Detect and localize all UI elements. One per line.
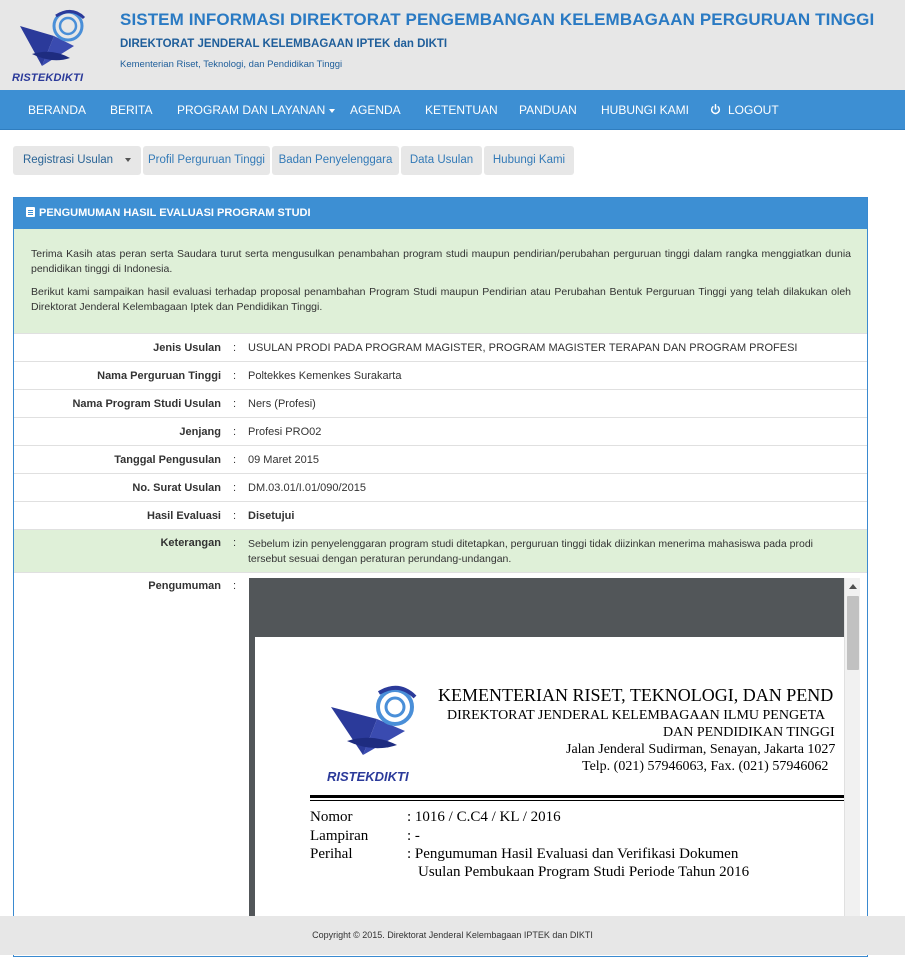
detail-label: Nama Perguruan Tinggi <box>97 370 221 382</box>
detail-value: DM.03.01/I.01/090/2015 <box>248 482 367 494</box>
detail-colon: : <box>233 398 237 410</box>
site-footer: Copyright © 2015. Direktorat Jenderal Kelembagaan IPTEK dan DIKTI <box>0 916 905 955</box>
letter-phone: Telp. (021) 57946063, Fax. (021) 57946062 <box>582 759 829 774</box>
detail-label: Hasil Evaluasi <box>147 510 221 522</box>
letter-directorate: DIREKTORAT JENDERAL KELEMBAGAAN ILMU PENGETA <box>447 708 826 723</box>
tab-profil-perguruan-tinggi[interactable]: Profil Perguruan Tinggi <box>143 146 270 175</box>
nav-program-dan-layanan[interactable] <box>177 90 335 130</box>
ristekdikti-logo[interactable] <box>12 8 92 84</box>
evaluation-result: Disetujui <box>248 510 295 522</box>
letter-directorate-2: DAN PENDIDIKAN TINGGI <box>663 725 835 740</box>
detail-label: Keterangan <box>160 537 221 549</box>
letter-lampiran-value: : - <box>407 828 420 844</box>
detail-label: Pengumuman <box>148 580 221 592</box>
site-header <box>0 0 905 90</box>
letter-page <box>255 637 855 918</box>
nav-agenda[interactable]: AGENDA <box>350 103 401 117</box>
site-title: SISTEM INFORMASI DIREKTORAT PENGEMBANGAN KELEMBAGAAN PERGURUAN TINGGI <box>120 10 875 29</box>
tab-hubungi-kami[interactable]: Hubungi Kami <box>484 146 574 175</box>
detail-row-jenis-usulan <box>14 333 867 361</box>
ristekdikti-logo-icon <box>12 8 92 74</box>
nav-logout[interactable] <box>710 90 779 130</box>
detail-row-nama-perguruan-tinggi <box>14 361 867 389</box>
viewer-scrollbar[interactable] <box>844 578 860 918</box>
detail-label: No. Surat Usulan <box>132 482 221 494</box>
nav-program-dan-layanan-label: PROGRAM DAN LAYANAN <box>177 103 326 117</box>
tab-registrasi-usulan[interactable] <box>13 146 141 175</box>
detail-row-nama-program-studi <box>14 389 867 417</box>
main-navbar <box>0 90 905 130</box>
letter-address: Jalan Jenderal Sudirman, Senayan, Jakarta 1027 <box>566 742 836 757</box>
letter-divider-thin <box>310 800 855 801</box>
detail-value: USULAN PRODI PADA PROGRAM MAGISTER, PROGRAM MAGISTER TERAPAN DAN PROGRAM PROFESI <box>248 342 798 354</box>
detail-label: Tanggal Pengusulan <box>114 454 221 466</box>
scroll-thumb[interactable] <box>847 596 859 670</box>
detail-row-tanggal-pengusulan <box>14 445 867 473</box>
detail-label: Nama Program Studi Usulan <box>72 398 221 410</box>
letter-perihal-value: : Pengumuman Hasil Evaluasi dan Verifikasi Dokumen <box>407 846 739 862</box>
announcement-panel <box>13 197 868 957</box>
detail-colon: : <box>233 426 237 438</box>
nav-berita[interactable]: BERITA <box>110 103 153 117</box>
ristekdikti-logo-icon <box>325 685 425 757</box>
detail-colon: : <box>233 454 237 466</box>
detail-value: Ners (Profesi) <box>248 398 316 410</box>
logo-text: RISTEKDIKTI <box>12 72 84 84</box>
letter-perihal-label: Perihal <box>310 846 353 862</box>
detail-value: 09 Maret 2015 <box>248 454 319 466</box>
nav-hubungi-kami[interactable]: HUBUNGI KAMI <box>601 103 690 117</box>
detail-colon: : <box>233 510 237 522</box>
detail-label: Jenjang <box>179 426 221 438</box>
letter-nomor-value: : 1016 / C.C4 / KL / 2016 <box>407 809 561 825</box>
tab-badan-penyelenggara[interactable]: Badan Penyelenggara <box>272 146 399 175</box>
tab-data-usulan[interactable]: Data Usulan <box>401 146 482 175</box>
detail-colon: : <box>233 580 237 592</box>
detail-row-hasil-evaluasi <box>14 501 867 529</box>
caret-down-icon <box>125 158 131 162</box>
letter-nomor-label: Nomor <box>310 809 353 825</box>
detail-colon: : <box>233 482 237 494</box>
panel-heading-text: PENGUMUMAN HASIL EVALUASI PROGRAM STUDI <box>39 207 311 219</box>
pdf-viewer[interactable] <box>249 578 860 918</box>
document-icon <box>26 207 35 217</box>
detail-value: Sebelum izin penyelenggaran program studi ditetapkan, perguruan tinggi tidak diizinkan menerima mahasiswa pada prodi tersebut sesuai dengan peraturan perundang-undangan. <box>248 538 814 565</box>
detail-value: Poltekkes Kemenkes Surakarta <box>248 370 402 382</box>
intro-paragraph-1: Terima Kasih atas peran serta Saudara turut serta mengusulkan penambahan program studi maupun pendirian/perubahan perguruan tinggi dalam rangka menggiatkan dunia pendidikan tinggi di Indonesia. <box>31 248 851 275</box>
detail-row-no-surat-usulan <box>14 473 867 501</box>
power-icon <box>710 104 721 115</box>
intro-paragraph-2: Berikut kami sampaikan hasil evaluasi terhadap proposal penambahan Program Studi maupun Pendirian atau Perubahan Bentuk Perguruan Tinggi yang telah dilakukan oleh Direktorat Jenderal Kelembagaan Iptek dan Pendidikan Tinggi. <box>31 286 851 313</box>
detail-colon: : <box>233 370 237 382</box>
site-subtitle: DIREKTORAT JENDERAL KELEMBAGAAN IPTEK dan DIKTI <box>120 38 448 50</box>
letter-perihal-value-2: Usulan Pembukaan Program Studi Periode Tahun 2016 <box>418 864 750 880</box>
intro-message <box>14 229 867 333</box>
scroll-up-arrow-icon[interactable] <box>849 584 857 589</box>
letter-logo-text: RISTEKDIKTI <box>327 769 409 784</box>
nav-ketentuan[interactable]: KETENTUAN <box>425 103 498 117</box>
nav-beranda[interactable]: BERANDA <box>28 103 87 117</box>
logout-label: LOGOUT <box>728 103 779 117</box>
letter-divider <box>310 795 855 798</box>
panel-heading <box>14 198 867 229</box>
letter-lampiran-label: Lampiran <box>310 828 369 844</box>
detail-colon: : <box>233 537 237 549</box>
letter-ministry: KEMENTERIAN RISET, TEKNOLOGI, DAN PEND <box>438 685 834 705</box>
nav-panduan[interactable]: PANDUAN <box>519 103 577 117</box>
detail-row-keterangan <box>14 529 867 572</box>
ministry-name: Kementerian Riset, Teknologi, dan Pendidikan Tinggi <box>120 59 343 70</box>
caret-down-icon <box>329 109 335 113</box>
detail-colon: : <box>233 342 237 354</box>
tab-registrasi-usulan-label: Registrasi Usulan <box>22 154 114 166</box>
detail-value: Profesi PRO02 <box>248 426 322 438</box>
detail-row-jenjang <box>14 417 867 445</box>
detail-label: Jenis Usulan <box>153 342 221 354</box>
